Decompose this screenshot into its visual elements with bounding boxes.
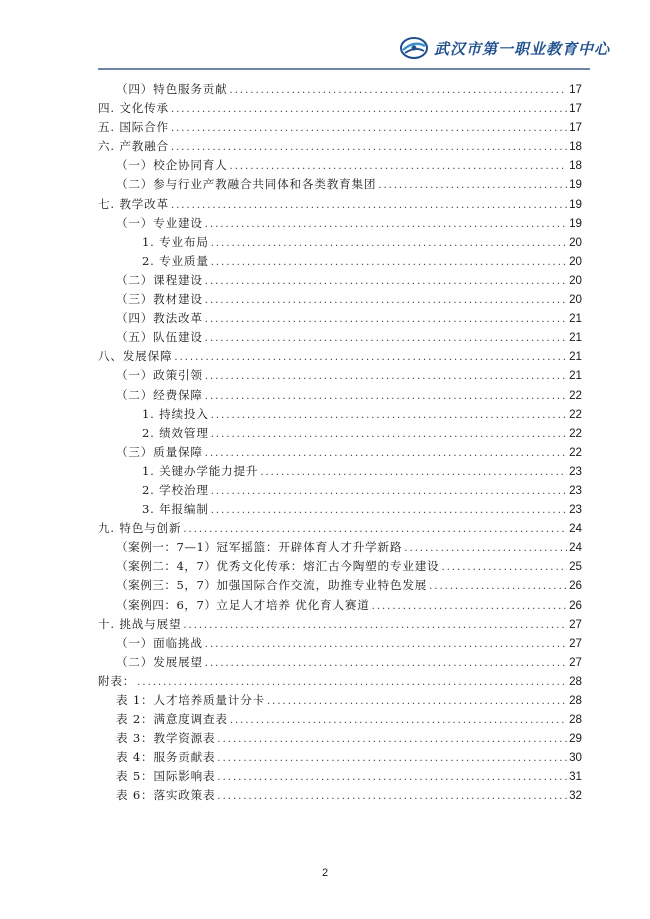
toc-leader-dots: [211, 501, 567, 520]
toc-leader-dots: [183, 616, 567, 635]
toc-entry-title: 1. 关键办学能力提升: [142, 463, 259, 478]
toc-entry-page: 19: [569, 197, 582, 211]
toc-entry-page: 22: [569, 407, 582, 421]
toc-leader-dots: [442, 558, 568, 577]
toc-entry-title: 冠军摇篮：开辟体育人才升学新路: [216, 540, 403, 555]
toc-leader-dots: [205, 310, 567, 329]
toc-entry-page: 23: [569, 483, 582, 497]
toc-entry-title: 九. 特色与创新: [98, 521, 182, 536]
toc-entry[interactable]: [98, 443, 582, 462]
toc-leader-dots: [171, 138, 567, 157]
toc-leader-dots: [174, 348, 567, 367]
toc-leader-dots: [217, 730, 567, 749]
toc-leader-dots: [260, 463, 567, 482]
toc-entry[interactable]: [98, 786, 582, 805]
toc-entry-title: 3. 年报编制: [142, 502, 209, 517]
toc-entry-page: 27: [569, 617, 582, 631]
header-rule: [98, 68, 590, 70]
toc-entry-title: 表 2：满意度调查表: [116, 712, 228, 727]
toc-leader-dots: [205, 272, 567, 291]
toc-entry-title: （二）课程建设: [116, 272, 203, 287]
toc-entry-title: 四. 文化传承: [98, 101, 169, 116]
toc-entry[interactable]: [98, 538, 582, 557]
toc-entry-title: 八、发展保障: [98, 349, 173, 364]
toc-entry-page: 17: [569, 83, 582, 96]
toc-case-label: （案例二：4，7）: [116, 559, 217, 574]
school-logo-icon: [399, 36, 429, 60]
toc-entry[interactable]: [98, 271, 582, 290]
toc-entry[interactable]: [98, 710, 582, 729]
toc-entry-title: 1. 专业布局: [142, 234, 209, 249]
toc-entry-page: 24: [569, 522, 582, 536]
toc-leader-dots: [429, 577, 567, 596]
toc-entry-page: 26: [569, 579, 582, 593]
toc-entry[interactable]: [98, 405, 582, 424]
toc-entry[interactable]: [98, 175, 582, 194]
toc-entry[interactable]: [98, 233, 582, 252]
toc-entry[interactable]: [98, 99, 582, 118]
toc-entry-title: 立足人才培养 优化育人赛道: [216, 597, 370, 612]
toc-entry-title: （二）发展展望: [116, 654, 203, 669]
toc-leader-dots: [230, 711, 567, 730]
toc-entry-page: 18: [569, 159, 582, 173]
toc-leader-dots: [217, 787, 567, 806]
toc-leader-dots: [230, 157, 568, 176]
toc-leader-dots: [211, 482, 567, 501]
toc-entry-page: 30: [569, 751, 582, 765]
toc-entry[interactable]: [98, 615, 582, 634]
toc-entry[interactable]: [98, 519, 582, 538]
toc-entry-page: 21: [569, 331, 582, 345]
toc-entry-page: 28: [569, 694, 582, 707]
toc-leader-dots: [211, 425, 567, 444]
toc-entry-page: 27: [569, 655, 582, 669]
toc-entry-page: 19: [569, 178, 582, 192]
toc-leader-dots: [230, 81, 568, 100]
toc-entry-title: （四）特色服务贡献: [116, 82, 228, 96]
toc-entry[interactable]: [98, 596, 582, 615]
toc-case-label: （案例三：5，7）: [116, 578, 217, 593]
toc-entry[interactable]: [98, 748, 582, 767]
toc-case-label: （案例一：7—1）: [116, 540, 217, 555]
toc-entry-page: 22: [569, 388, 582, 402]
toc-entry-page: 27: [569, 636, 582, 650]
toc-entry-title: （四）教法改革: [116, 311, 203, 326]
toc-entry-title: 2. 绩效管理: [142, 425, 209, 440]
toc-entry-page: 18: [569, 140, 582, 154]
toc-leader-dots: [205, 367, 567, 386]
toc-entry-title: 优秀文化传承：熔汇古今陶塑的专业建设: [216, 559, 440, 574]
toc-entry-title: （三）教材建设: [116, 292, 203, 307]
toc-entry-title: 表 5：国际影响表: [116, 769, 216, 784]
toc-entry-title: 表 4：服务贡献表: [116, 750, 216, 765]
toc-entry-title: 表 3：教学资源表: [116, 731, 216, 746]
toc-leader-dots: [267, 692, 567, 711]
toc-leader-dots: [205, 329, 567, 348]
toc-entry-title: 1. 持续投入: [142, 406, 209, 421]
toc-leader-dots: [137, 673, 567, 692]
toc-entry[interactable]: [98, 347, 582, 366]
toc-entry-page: 21: [569, 350, 582, 364]
toc-leader-dots: [378, 176, 567, 195]
toc-entry-page: 20: [569, 273, 582, 287]
school-name: 武汉市第一职业教育中心: [433, 39, 610, 58]
toc-entry-page: 28: [569, 674, 582, 688]
toc-entry-page: 20: [569, 235, 582, 249]
toc-leader-dots: [205, 215, 567, 234]
toc-entry-page: 25: [569, 560, 582, 574]
toc-entry-page: 20: [569, 254, 582, 268]
toc-entry[interactable]: [98, 424, 582, 443]
toc-entry-title: （二）参与行业产教融合共同体和各类教育集团: [116, 177, 377, 192]
toc-entry-page: 28: [569, 713, 582, 727]
toc-entry[interactable]: [98, 481, 582, 500]
toc-entry[interactable]: [98, 156, 582, 175]
toc-leader-dots: [171, 119, 567, 138]
toc-entry-page: 32: [569, 789, 582, 803]
toc-entry-title: 七. 教学改革: [98, 196, 169, 211]
toc-leader-dots: [205, 387, 567, 406]
toc-entry[interactable]: [98, 691, 582, 710]
toc-entry-page: 17: [569, 121, 582, 135]
toc-entry-title: （一）专业建设: [116, 215, 203, 230]
toc-entry-page: 22: [569, 426, 582, 440]
toc-leader-dots: [171, 196, 567, 215]
toc-entry-page: 26: [569, 598, 582, 612]
toc-entry-title: （一）校企协同育人: [116, 158, 228, 173]
toc-leader-dots: [211, 406, 567, 425]
toc-entry-title: 表 6：落实政策表: [116, 788, 216, 803]
toc-entry[interactable]: [98, 195, 582, 214]
toc-entry-title: 六. 产教融合: [98, 139, 169, 154]
toc-entry[interactable]: [98, 386, 582, 405]
toc-entry-title: 附表：: [98, 673, 136, 688]
toc-entry[interactable]: [98, 634, 582, 653]
toc-entry-page: 21: [569, 312, 582, 326]
toc-entry-title: （一）政策引领: [116, 368, 203, 383]
toc-entry-page: 21: [569, 369, 582, 383]
toc-entry-page: 23: [569, 503, 582, 517]
toc-entry[interactable]: [98, 252, 582, 271]
toc-entry[interactable]: [98, 653, 582, 672]
toc-entry-page: 17: [569, 102, 582, 116]
toc-leader-dots: [404, 539, 567, 558]
toc-entry[interactable]: [98, 462, 582, 481]
toc-entry-title: 表 1：人才培养质量计分卡: [116, 693, 265, 707]
toc-entry-page: 19: [569, 216, 582, 230]
toc-entry-title: 加强国际合作交流，助推专业特色发展: [216, 578, 428, 593]
toc-leader-dots: [205, 444, 567, 463]
table-of-contents: [98, 80, 582, 806]
toc-entry-title: 2. 专业质量: [142, 253, 209, 268]
toc-leader-dots: [211, 234, 567, 253]
toc-entry-title: （一）面临挑战: [116, 635, 203, 650]
toc-entry-page: 23: [569, 464, 582, 478]
toc-entry[interactable]: [98, 309, 582, 328]
toc-entry-title: 十. 挑战与展望: [98, 616, 182, 631]
toc-entry-title: 2. 学校治理: [142, 482, 209, 497]
toc-entry-page: 22: [569, 445, 582, 459]
page-number: 2: [321, 867, 329, 879]
toc-entry[interactable]: [98, 729, 582, 748]
toc-entry[interactable]: [98, 500, 582, 519]
toc-entry[interactable]: [98, 328, 582, 347]
toc-entry[interactable]: [98, 214, 582, 233]
toc-leader-dots: [205, 635, 567, 654]
toc-case-label: （案例四：6，7）: [116, 597, 217, 612]
toc-leader-dots: [183, 520, 567, 539]
toc-entry-page: 31: [569, 770, 582, 784]
document-header: [399, 36, 610, 60]
toc-entry[interactable]: [98, 366, 582, 385]
toc-leader-dots: [205, 654, 567, 673]
toc-entry[interactable]: [98, 767, 582, 786]
toc-entry-title: （五）队伍建设: [116, 330, 203, 345]
toc-leader-dots: [372, 597, 567, 616]
toc-entry[interactable]: [98, 137, 582, 156]
toc-entry[interactable]: [98, 576, 582, 595]
toc-leader-dots: [205, 291, 567, 310]
toc-entry-page: 29: [569, 732, 582, 746]
toc-entry[interactable]: [98, 290, 582, 309]
toc-entry[interactable]: [98, 557, 582, 576]
toc-entry[interactable]: [98, 118, 582, 137]
toc-entry-title: 五. 国际合作: [98, 120, 169, 135]
toc-leader-dots: [217, 768, 567, 787]
toc-entry-title: （三）质量保障: [116, 444, 203, 459]
toc-entry-page: 24: [569, 541, 582, 555]
toc-leader-dots: [171, 100, 567, 119]
toc-leader-dots: [217, 749, 567, 768]
toc-entry[interactable]: [98, 672, 582, 691]
toc-entry-title: （二）经费保障: [116, 387, 203, 402]
toc-entry[interactable]: [98, 80, 582, 99]
toc-entry-page: 20: [569, 293, 582, 307]
toc-leader-dots: [211, 253, 567, 272]
